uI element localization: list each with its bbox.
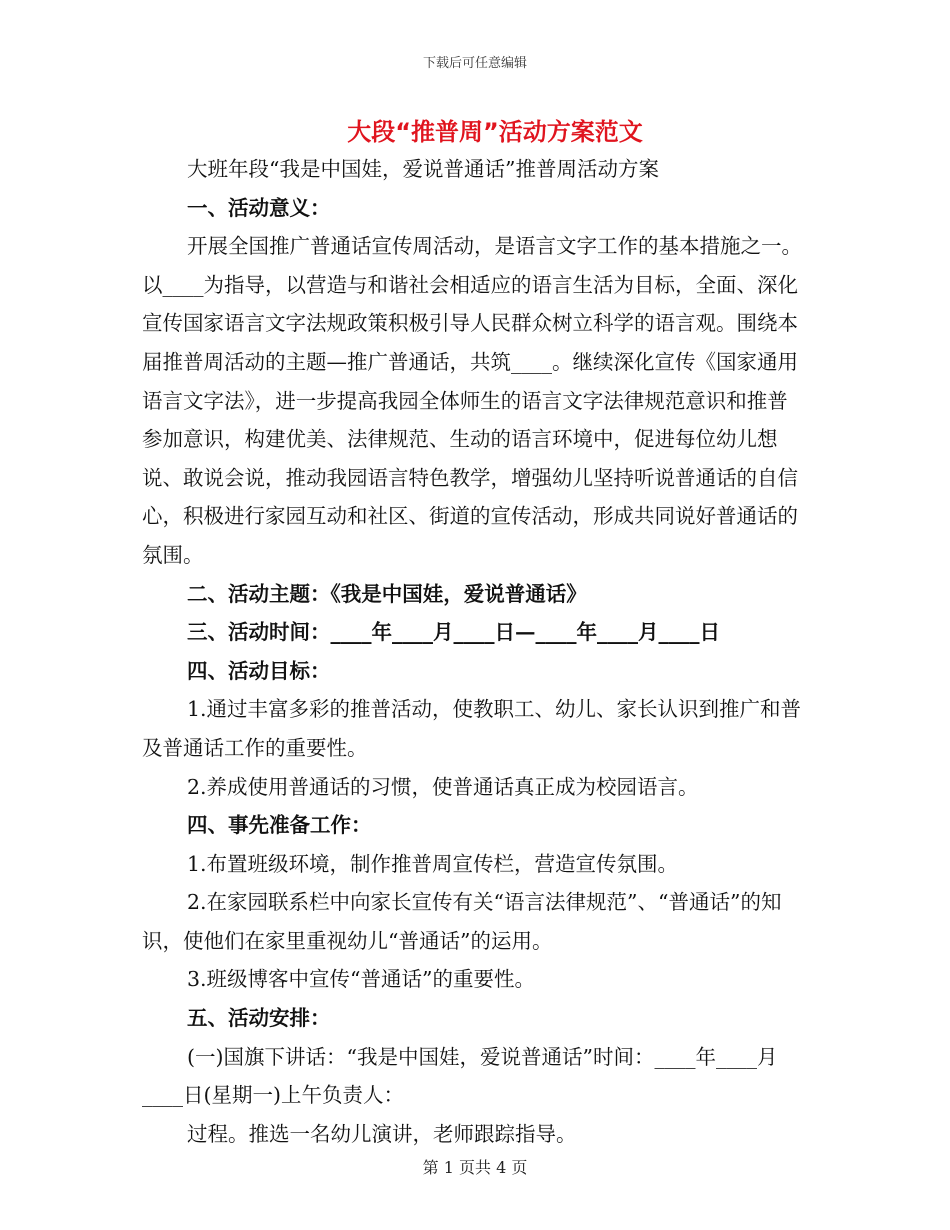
document-title: 大段“推普周”活动方案范文	[347, 118, 643, 146]
goal-item-2: 2.养成使用普通话的习惯，使普通话真正成为校园语言。	[187, 774, 699, 799]
prep-item-2: 2.在家园联系栏中向家长宣传有关“语言法律规范”、“普通话”的知识，使他们在家里重视幼儿“普通话”的运用。	[142, 890, 782, 953]
document-body	[142, 150, 802, 1153]
section-heading-theme: 二、活动主题：《我是中国娃，爱说普通话》	[187, 581, 587, 606]
paragraph-significance: 开展全国推广普通话宣传周活动，是语言文字工作的基本措施之一。以____为指导，以营造与和谐社会相适应的语言生活为目标，全面、深化宣传国家语言文字法规政策积极引导人民群众树立科学的语言观。围绕本届推普周活动的主题—推广普通话，共筑____。继续深化宣传《国家通用语言文字法》，进一步提高我园全体师生的语言文字法律规范意识和推普参加意识，构建优美、法律规范、生动的语言环境中，促进每位幼儿想说、敢说会说，推动我园语言特色教学，增强幼儿坚持听说普通话的自信心，积极进行家园互动和社区、街道的宣传活动，形成共同说好普通话的氛围。	[142, 234, 802, 567]
goal-item-1: 1.通过丰富多彩的推普活动，使教职工、幼儿、家长认识到推广和普及普通话工作的重要性。	[142, 697, 802, 760]
intro-line: 大班年段“我是中国娃，爱说普通话”推普周活动方案	[187, 157, 659, 181]
prep-item-1: 1.布置班级环境，制作推普周宣传栏，营造宣传氛围。	[187, 851, 679, 876]
page-header-note: 下载后可任意编辑	[422, 56, 527, 71]
prep-item-3: 3.班级博客中宣传“普通话”的重要性。	[187, 967, 536, 992]
section-heading-preparation: 四、事先准备工作：	[187, 813, 372, 838]
arrangement-process: 过程。推选一名幼儿演讲，老师跟踪指导。	[187, 1121, 577, 1146]
arrangement-item-1: (一)国旗下讲话：“我是中国娃，爱说普通话”时间：____年____月____日(星期一)上午负责人：	[142, 1044, 778, 1108]
section-heading-arrangement: 五、活动安排：	[187, 1006, 331, 1031]
section-heading-goals: 四、活动目标：	[187, 658, 331, 683]
section-heading-time: 三、活动时间：____年____月____日—____年____月____日	[187, 620, 720, 645]
section-heading-significance: 一、活动意义：	[187, 195, 331, 220]
page-number: 第 1 页共 4 页	[422, 1158, 528, 1177]
